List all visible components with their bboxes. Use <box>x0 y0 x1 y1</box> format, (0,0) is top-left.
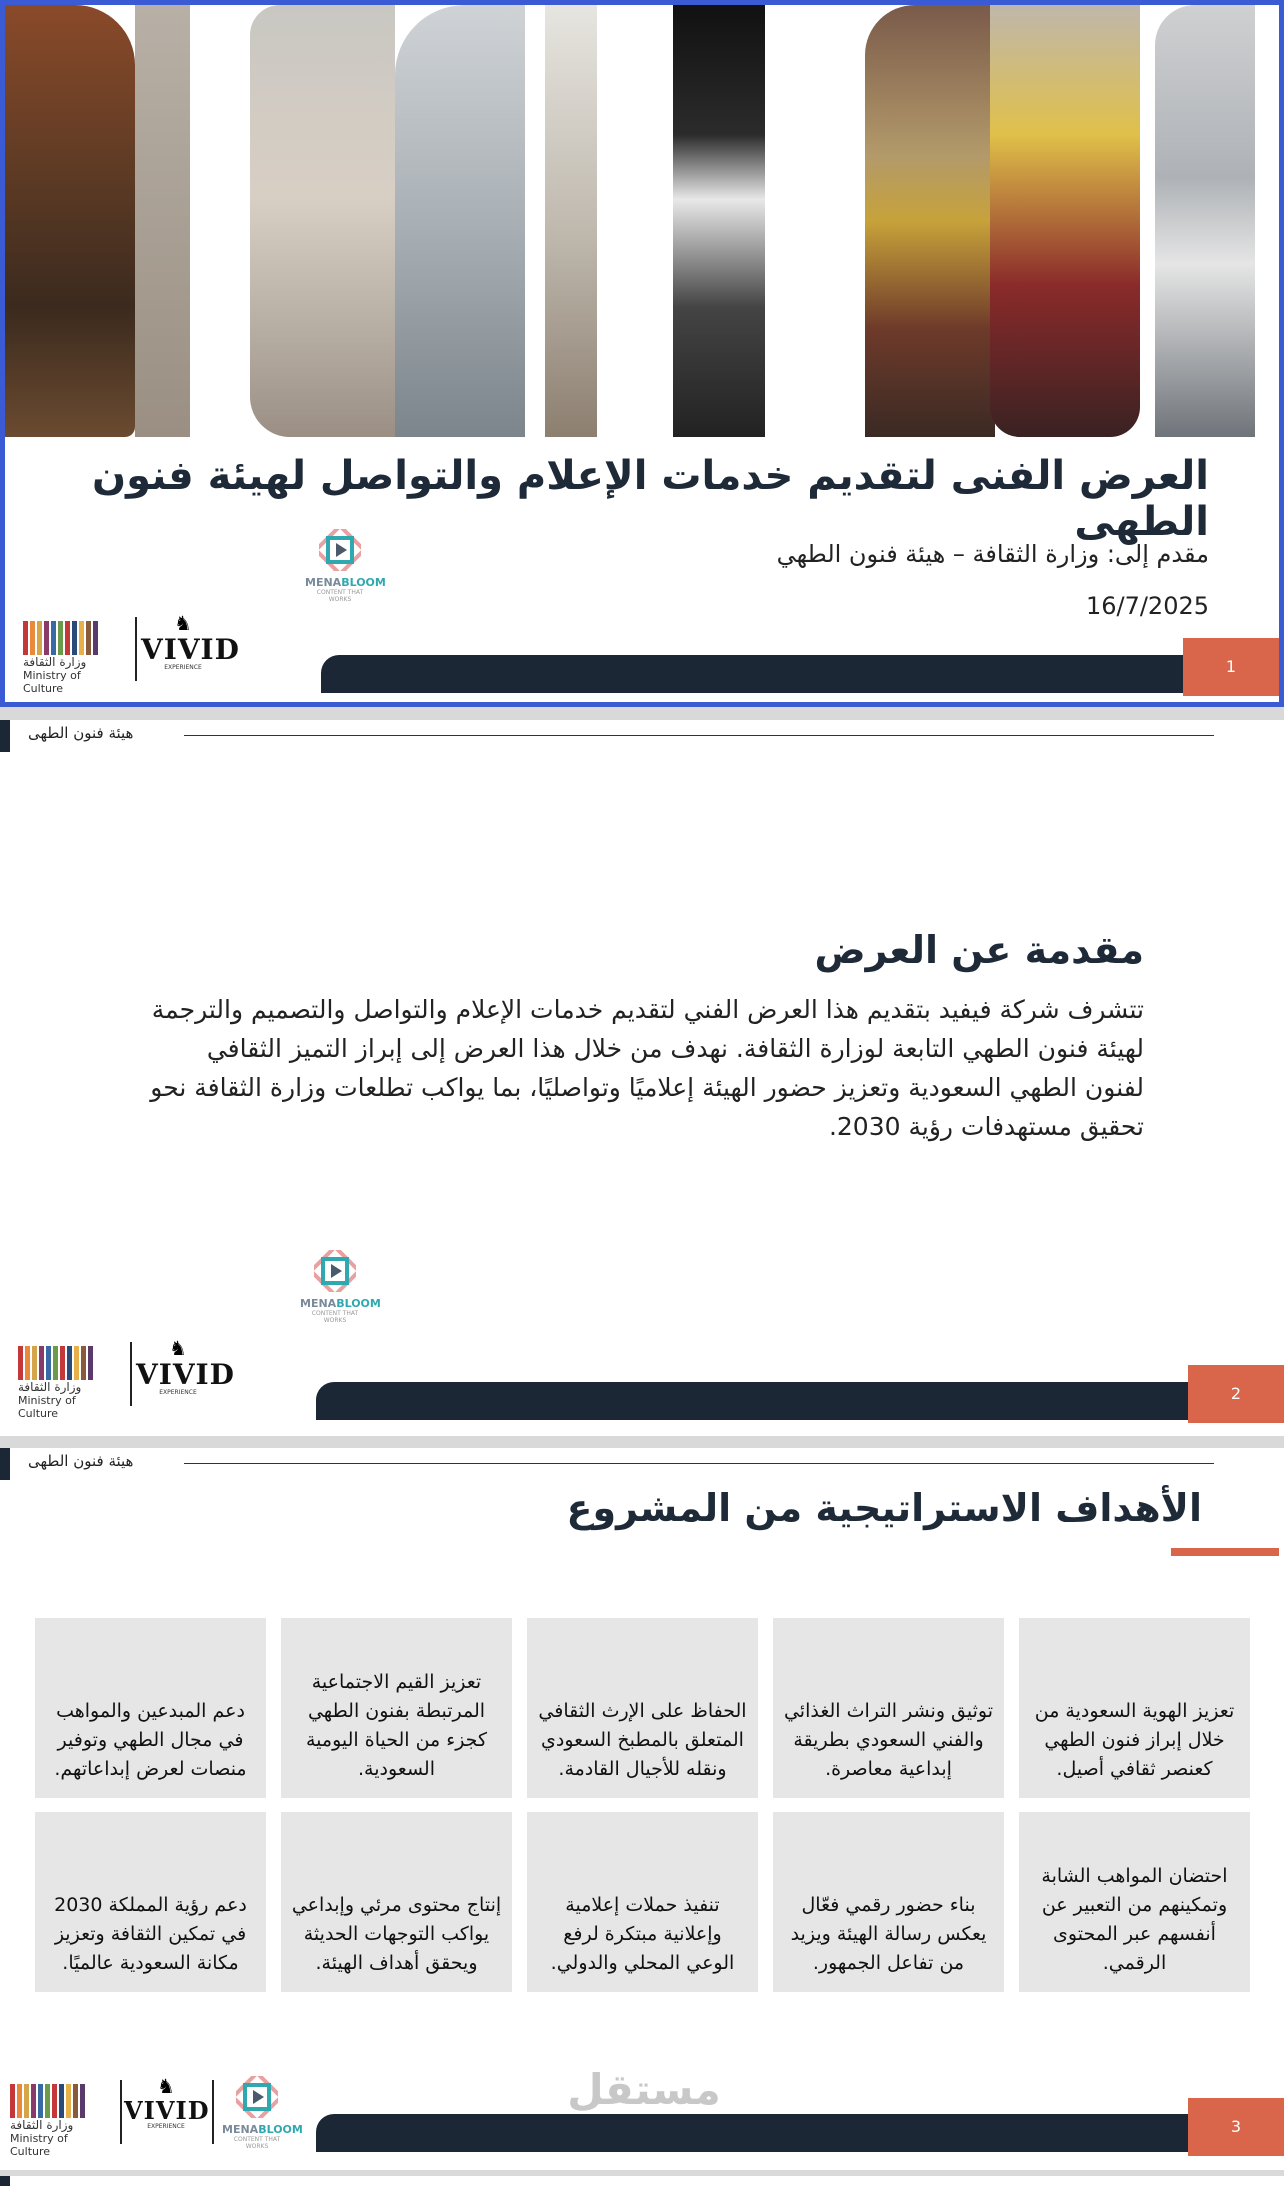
heading-underline <box>1171 1548 1279 1556</box>
moc-english: Ministry of Culture <box>18 1394 76 1420</box>
goals-heading: الأهداف الاستراتيجية من المشروع <box>566 1486 1202 1530</box>
goal-card: تعزيز القيم الاجتماعية المرتبطة بفنون الطهي كجزء من الحياة اليومية السعودية. <box>281 1618 512 1798</box>
header-line <box>184 735 1214 736</box>
goal-card: إنتاج محتوى مرئي وإبداعي يواكب التوجهات الحديثة ويحقق أهداف الهيئة. <box>281 1812 512 1992</box>
goal-card: دعم رؤية المملكة 2030 في تمكين الثقافة وتعزيز مكانة السعودية عالميًا. <box>35 1812 266 1992</box>
vivid-logo <box>136 1336 235 1396</box>
hero-strip-cook <box>1155 5 1255 437</box>
footer-bar <box>321 655 1279 693</box>
menabloom-logo <box>305 529 386 603</box>
moc-english: Ministry of Culture <box>10 2132 68 2158</box>
goal-card: بناء حضور رقمي فعّال يعكس رسالة الهيئة ويزيد من تفاعل الجمهور. <box>773 1812 1004 1992</box>
intro-paragraph: تتشرف شركة فيفيد بتقديم هذا العرض الفني لتقديم خدمات الإعلام والتواصل والتصميم والترجمة لهيئة فنون الطهي التابعة لوزارة الثقافة. نهدف من خلال هذا العرض إلى إبراز التميز الثقافي لفنون الطهي السعودية وتعزيز حضور الهيئة إعلاميًا وتواصليًا، بما يواكب تطلعات وزارة الثقافة نحو تحقيق مستهدفات رؤية 2030. <box>150 995 1144 1141</box>
hero-image-strips <box>5 5 1279 437</box>
presented-to: مقدم إلى: وزارة الثقافة – هيئة فنون الطهي <box>776 540 1209 568</box>
mena-tagline: CONTENT THAT WORKS <box>233 2136 281 2150</box>
goal-card: دعم المبدعين والمواهب في مجال الطهي وتوفير منصات لعرض إبداعاتهم. <box>35 1618 266 1798</box>
goal-card: تنفيذ حملات إعلامية وإعلانية مبتكرة لرفع الوعي المحلي والدولي. <box>527 1812 758 1992</box>
vivid-sub: EXPERIENCE <box>159 1389 197 1396</box>
logo-divider <box>120 2080 122 2144</box>
hero-strip-plate <box>865 5 995 437</box>
goal-card: توثيق ونشر التراث الغذائي والفني السعودي بطريقة إبداعية معاصرة. <box>773 1618 1004 1798</box>
hero-strip-knife <box>250 5 395 437</box>
mena-prefix: MENA <box>222 2123 259 2136</box>
vivid-figure-icon: ♞ <box>174 611 192 635</box>
hero-strip-spoon <box>5 5 135 437</box>
goals-grid <box>34 1618 1250 1992</box>
hero-strip-chef <box>673 5 765 437</box>
presentation-date: 16/7/2025 <box>1085 592 1209 620</box>
vivid-logo <box>141 611 240 671</box>
mena-suffix: BLOOM <box>336 1297 381 1310</box>
slide-4-partial <box>0 2176 1284 2186</box>
page-number: 2 <box>1188 1365 1284 1423</box>
vivid-figure-icon: ♞ <box>169 1336 187 1360</box>
vivid-sub: EXPERIENCE <box>164 664 202 671</box>
menabloom-mark-icon <box>319 529 361 571</box>
logo-divider <box>130 1342 132 1406</box>
page-number: 3 <box>1188 2098 1284 2156</box>
ministry-of-culture-logo <box>10 2084 110 2158</box>
menabloom-logo <box>222 2076 303 2150</box>
vivid-text: VIVID <box>124 2096 210 2125</box>
ministry-of-culture-logo <box>23 621 123 695</box>
mena-tagline: CONTENT THAT WORKS <box>311 1310 359 1324</box>
watermark-arabic: مستقل <box>567 2065 721 2114</box>
goal-card: الحفاظ على الإرث الثقافي المتعلق بالمطبخ السعودي ونقله للأجيال القادمة. <box>527 1618 758 1798</box>
page-number: 1 <box>1183 638 1279 696</box>
moc-bars-icon <box>18 1346 118 1380</box>
header-label: هيئة فنون الطهى <box>28 1452 134 1470</box>
ministry-of-culture-logo <box>18 1346 118 1420</box>
vivid-logo <box>124 2076 208 2130</box>
header-mark <box>0 1448 10 1480</box>
moc-arabic: وزارة الثقافة <box>10 2118 74 2132</box>
hero-strip-fork <box>990 5 1140 437</box>
logo-divider <box>212 2080 214 2144</box>
vivid-sub: EXPERIENCE <box>147 2123 185 2130</box>
vivid-text: VIVID <box>141 633 240 666</box>
slide-1 <box>0 0 1284 707</box>
hero-strip-food <box>135 5 190 437</box>
intro-heading: مقدمة عن العرض <box>814 928 1144 972</box>
header-line <box>184 1463 1214 1464</box>
moc-arabic: وزارة الثقافة <box>23 655 87 669</box>
vivid-figure-icon: ♞ <box>157 2074 175 2098</box>
presentation-title: العرض الفنى لتقديم خدمات الإعلام والتواصل لهيئة فنون الطهى <box>92 453 1209 545</box>
moc-arabic: وزارة الثقافة <box>18 1380 82 1394</box>
menabloom-logo <box>300 1250 381 1324</box>
mena-tagline: CONTENT THAT WORKS <box>316 589 364 603</box>
hero-strip-kitchen <box>395 5 525 437</box>
vivid-text: VIVID <box>136 1358 235 1391</box>
slide-3 <box>0 1448 1284 2170</box>
header-mark <box>0 2176 10 2186</box>
mena-prefix: MENA <box>305 576 342 589</box>
header-mark <box>0 720 10 752</box>
menabloom-mark-icon <box>236 2076 278 2118</box>
hero-strip-bowl <box>545 5 597 437</box>
logo-divider <box>135 617 137 681</box>
mena-prefix: MENA <box>300 1297 337 1310</box>
goal-card: احتضان المواهب الشابة وتمكينهم من التعبير عن أنفسهم عبر المحتوى الرقمي. <box>1019 1812 1250 1992</box>
mena-suffix: BLOOM <box>258 2123 303 2136</box>
menabloom-mark-icon <box>314 1250 356 1292</box>
mena-suffix: BLOOM <box>341 576 386 589</box>
footer-bar <box>316 2114 1284 2152</box>
footer-bar <box>316 1382 1284 1420</box>
slide-2 <box>0 720 1284 1436</box>
header-label: هيئة فنون الطهى <box>28 724 134 742</box>
goal-card: تعزيز الهوية السعودية من خلال إبراز فنون الطهي كعنصر ثقافي أصيل. <box>1019 1618 1250 1798</box>
moc-english: Ministry of Culture <box>23 669 81 695</box>
moc-bars-icon <box>10 2084 110 2118</box>
moc-bars-icon <box>23 621 123 655</box>
